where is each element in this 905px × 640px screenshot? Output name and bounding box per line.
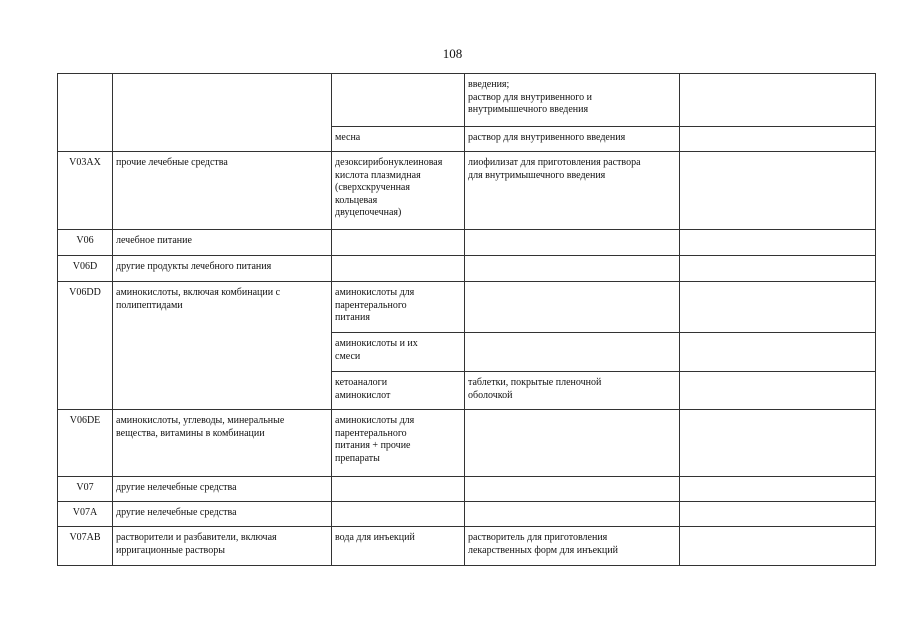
- atc-code-cell: V07: [58, 477, 113, 502]
- drug-name-cell: [332, 256, 465, 282]
- drug-name-cell: [332, 477, 465, 502]
- extra-cell: [680, 372, 876, 410]
- group-name-cell: растворители и разбавители, включая ирригационные растворы: [113, 527, 332, 566]
- dosage-form-cell: растворитель для приготовления лекарственных форм для инъекций: [465, 527, 680, 566]
- dosage-form-cell: [465, 410, 680, 477]
- drug-name-cell: [332, 74, 465, 127]
- group-name-cell: прочие лечебные средства: [113, 152, 332, 230]
- atc-code-cell: V06: [58, 230, 113, 256]
- extra-cell: [680, 477, 876, 502]
- extra-cell: [680, 502, 876, 527]
- table-row: [58, 230, 876, 256]
- drug-name-cell: аминокислоты для парентерального питания: [332, 282, 465, 333]
- dosage-form-cell: [465, 333, 680, 372]
- table-row: [58, 74, 876, 127]
- table-row: [58, 527, 876, 566]
- atc-code-cell: V07AB: [58, 527, 113, 566]
- atc-code-cell: [58, 74, 113, 152]
- atc-code-cell: V06D: [58, 256, 113, 282]
- atc-code-cell: V06DE: [58, 410, 113, 477]
- extra-cell: [680, 256, 876, 282]
- drug-table: [57, 73, 876, 566]
- atc-code-cell: V06DD: [58, 282, 113, 410]
- dosage-form-cell: [465, 256, 680, 282]
- table-row: [58, 502, 876, 527]
- extra-cell: [680, 152, 876, 230]
- extra-cell: [680, 127, 876, 152]
- drug-name-cell: [332, 230, 465, 256]
- group-name-cell: аминокислоты, углеводы, минеральные вещества, витамины в комбинации: [113, 410, 332, 477]
- table-row: [58, 477, 876, 502]
- group-name-cell: другие продукты лечебного питания: [113, 256, 332, 282]
- table-row: [58, 152, 876, 230]
- dosage-form-cell: [465, 502, 680, 527]
- drug-name-cell: дезоксирибонуклеиновая кислота плазмидная (сверхскрученная кольцевая двуцепочечная): [332, 152, 465, 230]
- extra-cell: [680, 282, 876, 333]
- dosage-form-cell: [465, 230, 680, 256]
- atc-code-cell: V03AX: [58, 152, 113, 230]
- dosage-form-cell: введения; раствор для внутривенного и внутримышечного введения: [465, 74, 680, 127]
- drug-name-cell: кетоаналоги аминокислот: [332, 372, 465, 410]
- extra-cell: [680, 333, 876, 372]
- extra-cell: [680, 230, 876, 256]
- table-row: [58, 282, 876, 333]
- drug-name-cell: [332, 502, 465, 527]
- page-number: 108: [442, 46, 463, 61]
- table-row: [58, 410, 876, 477]
- group-name-cell: [113, 74, 332, 152]
- extra-cell: [680, 410, 876, 477]
- extra-cell: [680, 527, 876, 566]
- dosage-form-cell: таблетки, покрытые пленочной оболочкой: [465, 372, 680, 410]
- group-name-cell: другие нелечебные средства: [113, 502, 332, 527]
- dosage-form-cell: лиофилизат для приготовления раствора для внутримышечного введения: [465, 152, 680, 230]
- extra-cell: [680, 74, 876, 127]
- dosage-form-cell: [465, 477, 680, 502]
- dosage-form-cell: раствор для внутривенного введения: [465, 127, 680, 152]
- drug-name-cell: месна: [332, 127, 465, 152]
- group-name-cell: аминокислоты, включая комбинации с полипептидами: [113, 282, 332, 410]
- drug-name-cell: вода для инъекций: [332, 527, 465, 566]
- table-row: [58, 256, 876, 282]
- drug-name-cell: аминокислоты для парентерального питания + прочие препараты: [332, 410, 465, 477]
- group-name-cell: лечебное питание: [113, 230, 332, 256]
- group-name-cell: другие нелечебные средства: [113, 477, 332, 502]
- drug-name-cell: аминокислоты и их смеси: [332, 333, 465, 372]
- dosage-form-cell: [465, 282, 680, 333]
- atc-code-cell: V07A: [58, 502, 113, 527]
